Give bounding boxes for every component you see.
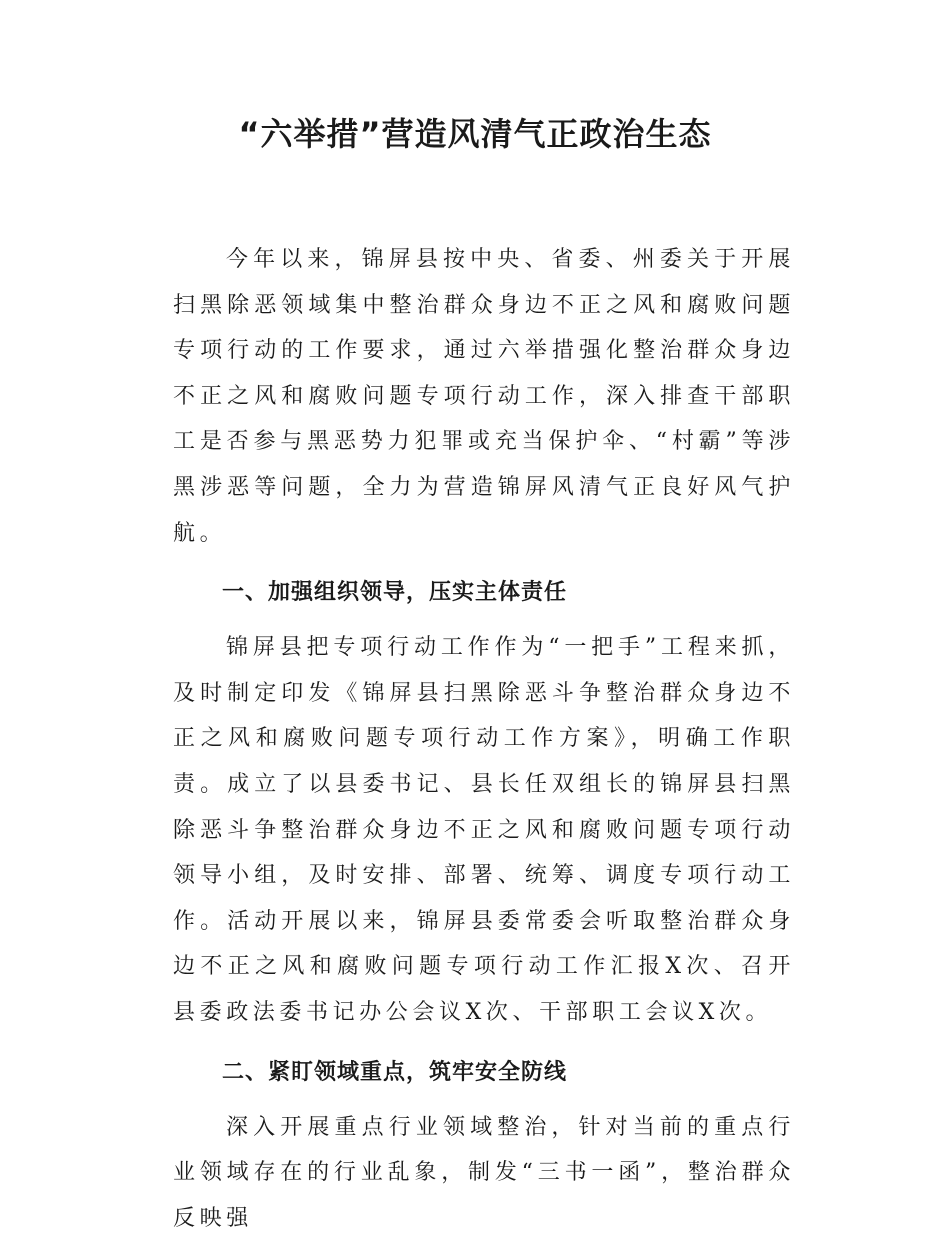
document-title: “六举措”营造风清气正政治生态 [0, 108, 950, 160]
section-heading-1: 一、加强组织领导，压实主体责任 [173, 570, 795, 615]
document-body [173, 237, 795, 1241]
spacer [173, 556, 795, 560]
intro-paragraph: 今年以来，锦屏县按中央、省委、州委关于开展扫黑除恶领域集中整治群众身边不正之风和腐败问题专项行动的工作要求，通过六举措强化整治群众身边不正之风和腐败问题专项行动工作，深入排查干部职工是否参与黑恶势力犯罪或充当保护伞、“村霸”等涉黑涉恶等问题，全力为营造锦屏风清气正良好风气护航。 [173, 237, 795, 556]
section-paragraph-2: 深入开展重点行业领域整治，针对当前的重点行业领域存在的行业乱象，制发“三书一函”，整治群众反映强 [173, 1105, 795, 1241]
section-paragraph-1: 锦屏县把专项行动工作作为“一把手”工程来抓，及时制定印发《锦屏县扫黑除恶斗争整治群众身边不正之风和腐败问题专项行动工作方案》，明确工作职责。成立了以县委书记、县长任双组长的锦屏县扫黑除恶斗争整治群众身边不正之风和腐败问题专项行动领导小组，及时安排、部署、统筹、调度专项行动工作。活动开展以来，锦屏县委常委会听取整治群众身边不正之风和腐败问题专项行动工作汇报X次、召开县委政法委书记办公会议X次、干部职工会议X次。 [173, 625, 795, 1035]
section-heading-2: 二、紧盯领域重点，筑牢安全防线 [173, 1050, 795, 1095]
spacer [173, 1036, 795, 1040]
